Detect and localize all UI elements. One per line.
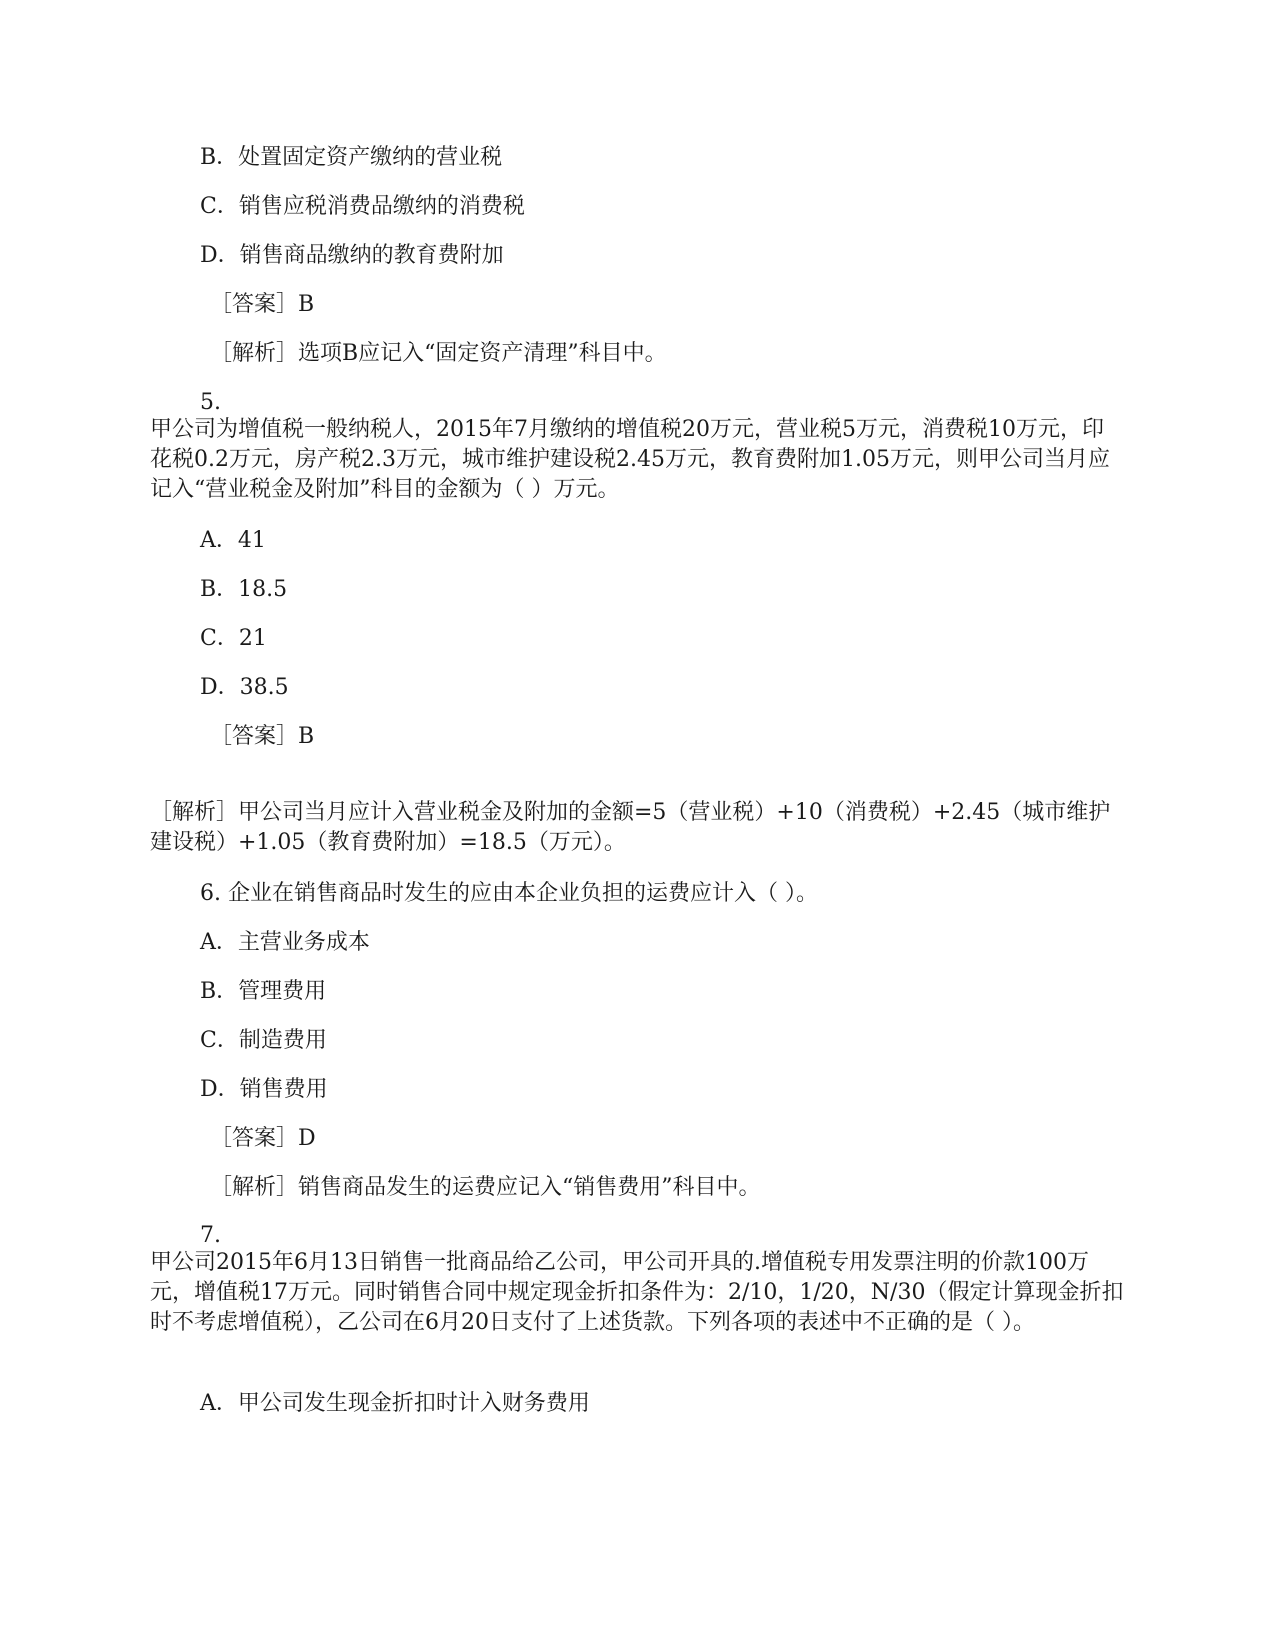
q5-number: 5. <box>200 390 221 415</box>
q5-option-a: A．41 <box>200 528 266 553</box>
q5-stem: 甲公司为增值税一般纳税人，2015年7月缴纳的增值税20万元，营业税5万元，消费税10万元，印花税0.2万元，房产税2.3万元，城市维护建设税2.45万元，教育费附加1.05万元，则甲公司当月应记入“营业税金及附加”科目的金额为（ ）万元。 <box>150 417 1110 502</box>
q5-option-d: D．38.5 <box>200 675 289 700</box>
q4-option-c: C．销售应税消费品缴纳的消费税 <box>200 194 525 219</box>
q6-option-d: D．销售费用 <box>200 1077 328 1102</box>
q4-option-d: D．销售商品缴纳的教育费附加 <box>200 243 504 268</box>
q7-number: 7. <box>200 1223 221 1248</box>
q7-stem: 甲公司2015年6月13日销售一批商品给乙公司，甲公司开具的.增值税专用发票注明的价款100万元，增值税17万元。同时销售合同中规定现金折扣条件为：2/10，1/20，N/30（假定计算现金折扣时不考虑增值税），乙公司在6月20日支付了上述货款。下列各项的表述中不正确的是（ ）。 <box>150 1250 1124 1335</box>
q6-stem: 6. 企业在销售商品时发生的应由本企业负担的运费应计入（ ）。 <box>200 881 818 906</box>
q7-option-a: A．甲公司发生现金折扣时计入财务费用 <box>200 1391 590 1416</box>
q6-option-a: A．主营业务成本 <box>200 930 370 955</box>
q4-answer: ［答案］B <box>210 292 315 317</box>
q5-option-c: C．21 <box>200 626 267 651</box>
q6-analysis: ［解析］销售商品发生的运费应记入“销售费用”科目中。 <box>210 1175 761 1200</box>
q5-answer: ［答案］B <box>210 724 315 749</box>
q5-analysis: ［解析］甲公司当月应计入营业税金及附加的金额=5（营业税）+10（消费税）+2.45（城市维护建设税）+1.05（教育费附加）=18.5（万元）。 <box>150 800 1111 855</box>
q5-option-b: B．18.5 <box>200 577 288 602</box>
q4-option-b: B．处置固定资产缴纳的营业税 <box>200 145 503 170</box>
q6-option-b: B．管理费用 <box>200 979 327 1004</box>
q6-option-c: C．制造费用 <box>200 1028 327 1053</box>
q6-answer: ［答案］D <box>210 1126 316 1151</box>
q4-analysis: ［解析］选项B应记入“固定资产清理”科目中。 <box>210 341 667 366</box>
